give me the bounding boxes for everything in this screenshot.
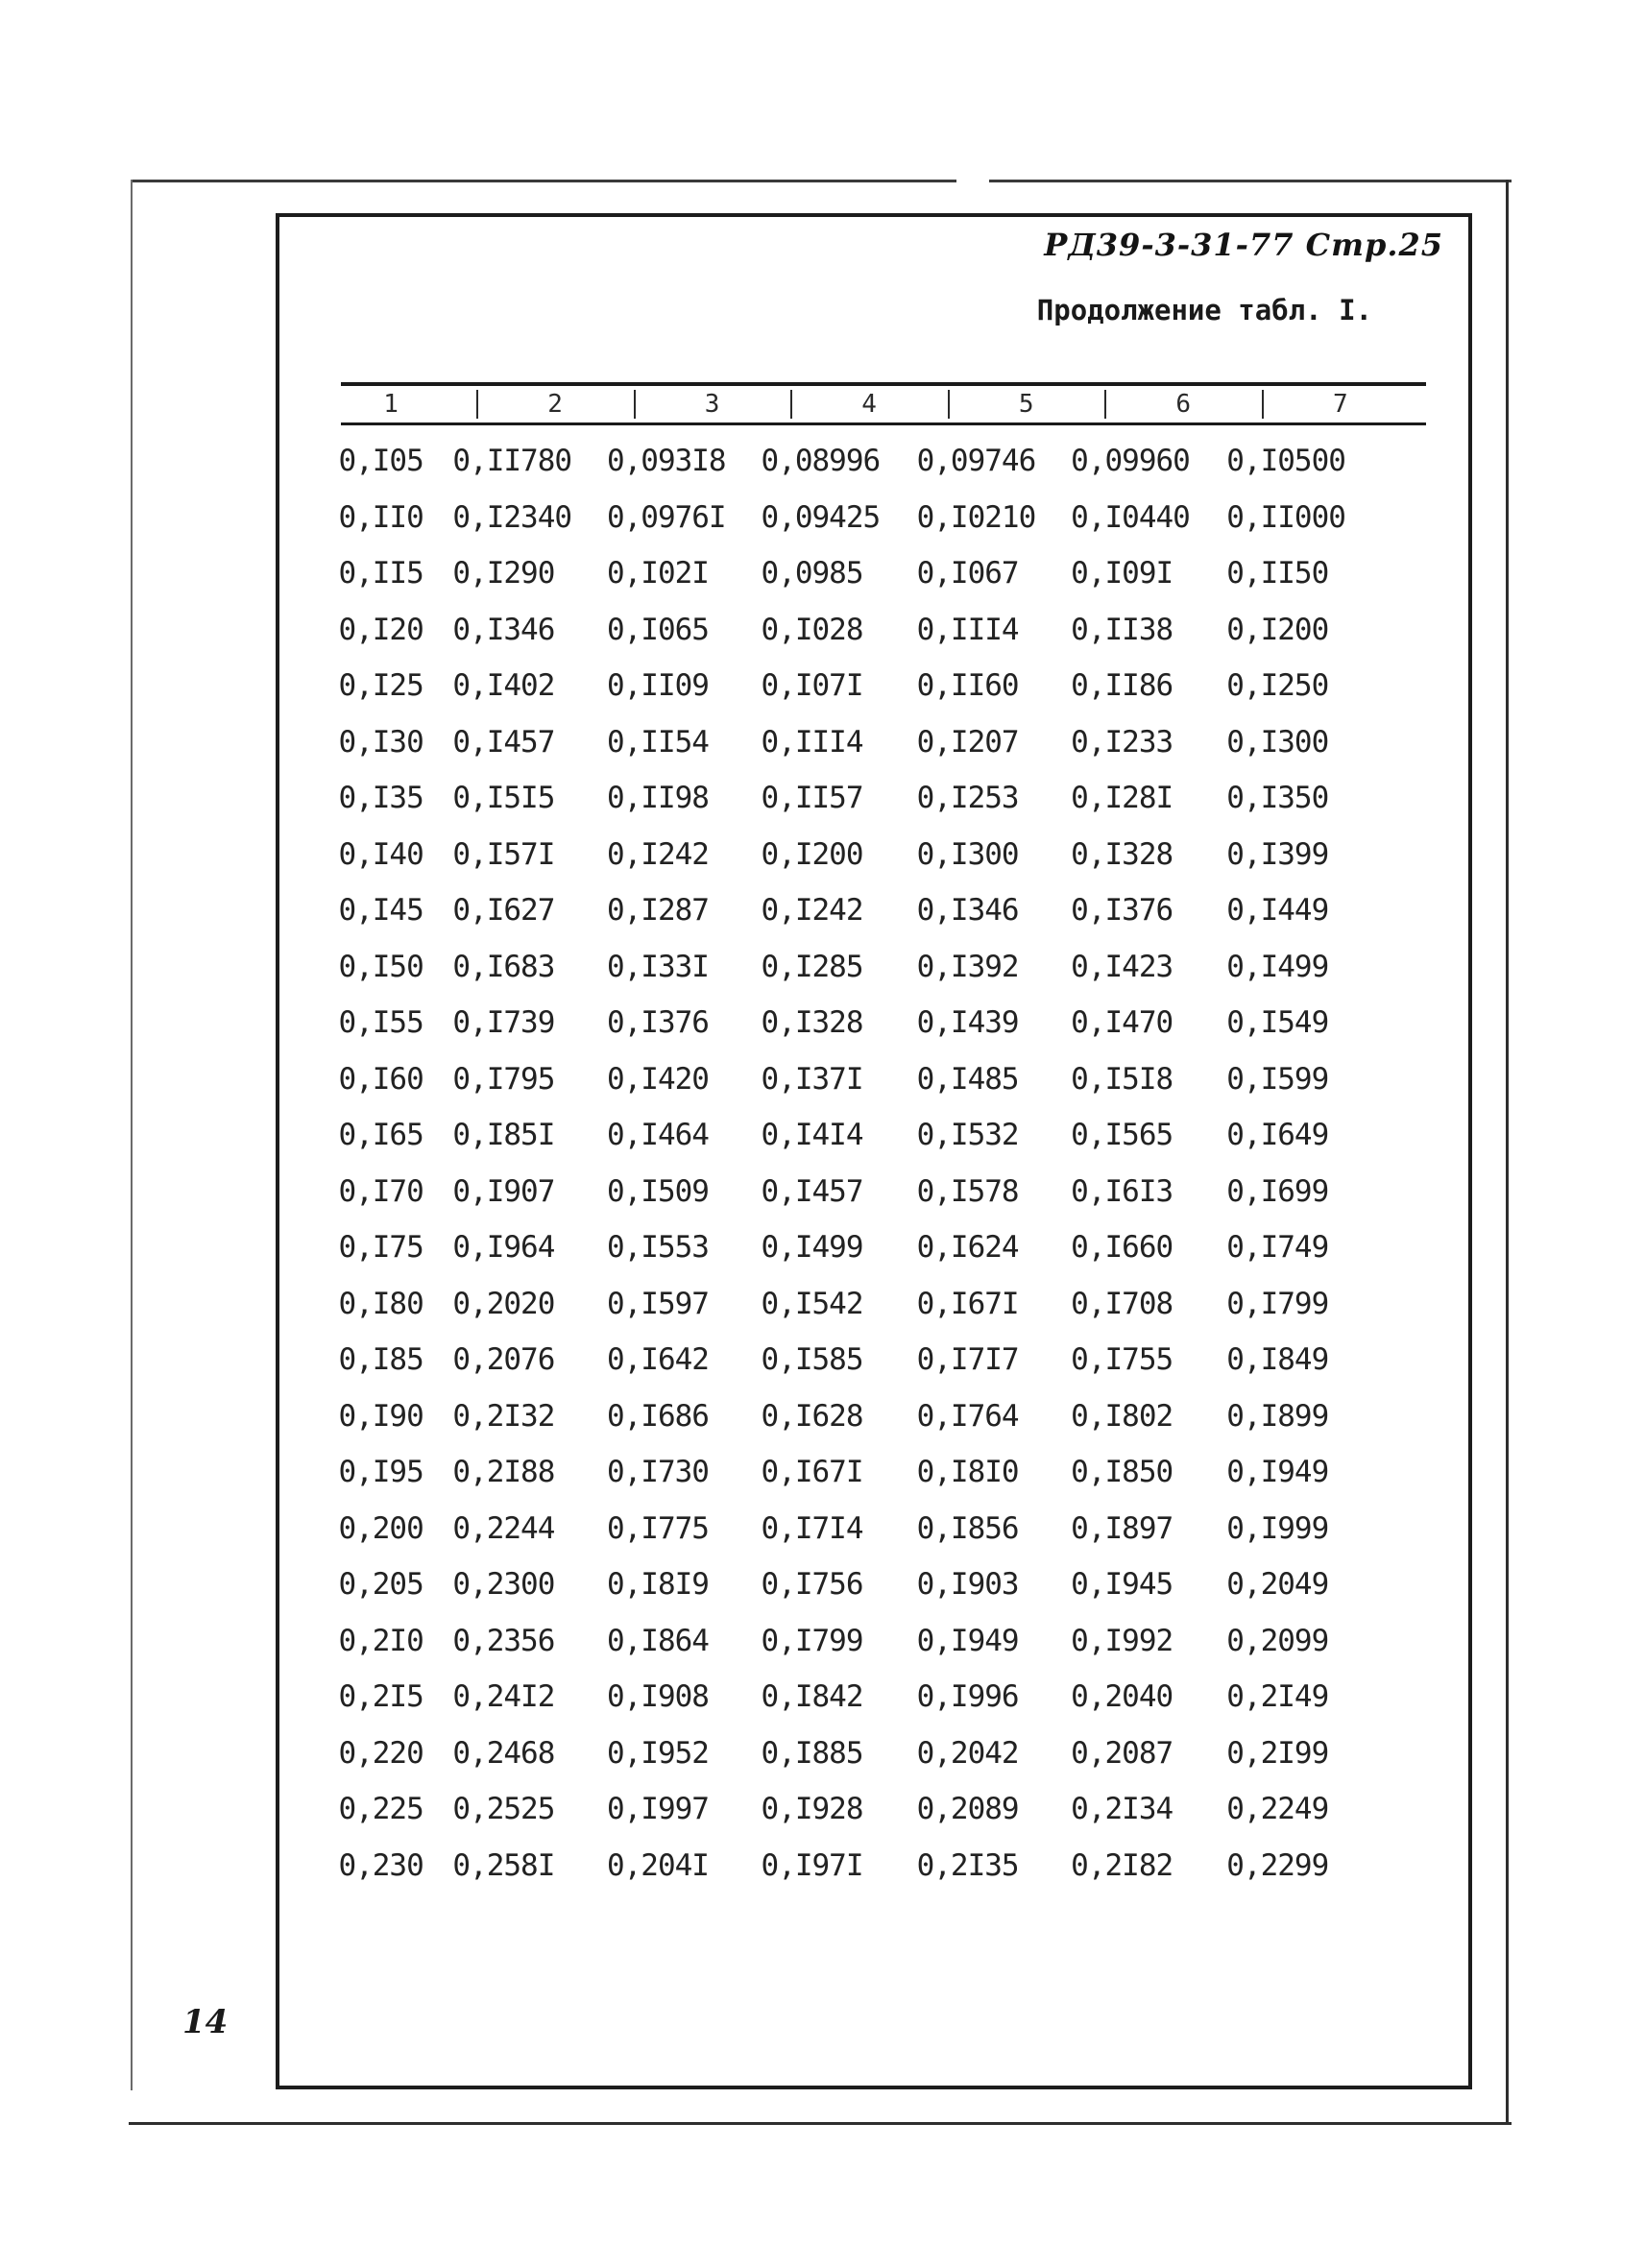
table-cell: 0,I242	[606, 836, 709, 872]
column-header: 2	[547, 390, 563, 419]
table-cell: 0,I40	[338, 836, 423, 872]
table-cell: 0,II000	[1226, 499, 1345, 535]
table-row	[338, 1003, 1426, 1060]
table-cell: 0,I346	[452, 612, 555, 647]
column-separator	[1262, 390, 1264, 419]
table-cell: 0,II5	[338, 556, 423, 591]
table-cell: 0,I20	[338, 612, 423, 647]
table-cell: 0,I28I	[1071, 781, 1173, 815]
table-cell: 0,III4	[916, 612, 1019, 647]
table-cell: 0,I795	[452, 1061, 555, 1097]
table-cell: 0,I499	[1226, 949, 1329, 984]
table-cell: 0,I60	[338, 1061, 423, 1097]
table-cell: 0,I70	[338, 1173, 423, 1209]
table-cell: 0,II38	[1071, 612, 1173, 647]
header-rule-top	[341, 382, 1426, 386]
table-cell: 0,I50	[338, 949, 423, 984]
table-cell: 0,I85I	[452, 1118, 555, 1152]
table-cell: 0,I30	[338, 724, 423, 760]
table-cell: 0,08996	[761, 444, 881, 478]
table-row	[338, 1116, 1426, 1172]
table-cell: 0,I850	[1071, 1455, 1173, 1489]
table-row	[338, 666, 1426, 723]
table-cell: 0,I908	[606, 1679, 709, 1714]
table-cell: 0,I67I	[761, 1455, 863, 1489]
table-cell: 0,I628	[761, 1398, 863, 1434]
table-cell: 0,I80	[338, 1286, 423, 1321]
table-cell: 0,0985	[761, 556, 863, 591]
table-cell: 0,I649	[1226, 1118, 1329, 1152]
table-cell: 0,2244	[452, 1510, 555, 1546]
table-cell: 0,2300	[452, 1567, 555, 1602]
table-cell: 0,2I82	[1071, 1847, 1173, 1883]
table-cell: 0,I392	[916, 949, 1019, 984]
table-cell: 0,I028	[761, 612, 863, 647]
table-row	[338, 1340, 1426, 1397]
sheet-left-border	[131, 180, 133, 2090]
table-cell: 0,24I2	[452, 1679, 555, 1714]
table-cell: 0,230	[338, 1847, 423, 1883]
table-cell: 0,I949	[1226, 1455, 1329, 1489]
table-cell: 0,2356	[452, 1623, 555, 1658]
table-cell: 0,II780	[452, 444, 572, 478]
table-cell: 0,I642	[606, 1342, 709, 1377]
table-row	[338, 1172, 1426, 1229]
table-cell: 0,I565	[1071, 1118, 1173, 1152]
table-cell: 0,2089	[916, 1792, 1019, 1826]
table-row	[338, 1397, 1426, 1454]
table-row	[338, 498, 1426, 555]
table-cell: 0,220	[338, 1735, 423, 1771]
table-cell: 0,I2340	[452, 499, 572, 535]
table-cell: 0,I775	[606, 1510, 709, 1546]
table-cell: 0,I067	[916, 556, 1019, 591]
table-cell: 0,I55	[338, 1005, 423, 1040]
table-cell: 0,I457	[761, 1173, 863, 1209]
table-cell: 0,2249	[1226, 1792, 1329, 1826]
table-cell: 0,II98	[606, 781, 709, 815]
sheet-bottom-border	[129, 2122, 1512, 2125]
table-cell: 0,I65	[338, 1118, 423, 1152]
table-row	[338, 1622, 1426, 1678]
table-cell: 0,I578	[916, 1173, 1019, 1209]
table-cell: 0,I764	[916, 1398, 1019, 1434]
table-row	[338, 554, 1426, 611]
table-row	[338, 1565, 1426, 1622]
table-cell: 0,I549	[1226, 1005, 1329, 1040]
table-cell: 0,II60	[916, 668, 1019, 703]
table-row	[338, 1509, 1426, 1566]
table-cell: 0,2I99	[1226, 1735, 1329, 1771]
table-cell: 0,I376	[606, 1005, 709, 1040]
table-cell: 0,I864	[606, 1623, 709, 1658]
table-cell: 0,I5I5	[452, 781, 555, 815]
table-cell: 0,I423	[1071, 949, 1173, 984]
table-cell: 0,I683	[452, 949, 555, 984]
table-cell: 0,I6I3	[1071, 1173, 1173, 1209]
table-cell: 0,I842	[761, 1679, 863, 1714]
table-cell: 0,I952	[606, 1735, 709, 1771]
table-cell: 0,I449	[1226, 893, 1329, 928]
table-cell: 0,093I8	[606, 444, 726, 478]
table-cell: 0,III4	[761, 724, 863, 760]
table-cell: 0,I37I	[761, 1061, 863, 1097]
table-cell: 0,I285	[761, 949, 863, 984]
table-cell: 0,I999	[1226, 1510, 1329, 1546]
table-row	[338, 1453, 1426, 1509]
table-cell: 0,I250	[1226, 668, 1329, 703]
table-cell: 0,I585	[761, 1342, 863, 1377]
table-cell: 0,II0	[338, 499, 423, 535]
table-cell: 0,2525	[452, 1792, 555, 1826]
table-cell: 0,I470	[1071, 1005, 1173, 1040]
table-cell: 0,09425	[761, 499, 881, 535]
table-cell: 0,I964	[452, 1230, 555, 1265]
table-cell: 0,0976I	[606, 499, 726, 535]
table-cell: 0,I624	[916, 1230, 1019, 1265]
table-cell: 0,225	[338, 1792, 423, 1826]
table-cell: 0,I699	[1226, 1173, 1329, 1209]
table-row	[338, 1060, 1426, 1117]
table-cell: 0,I899	[1226, 1398, 1329, 1434]
table-cell: 0,I346	[916, 893, 1019, 928]
table-row	[338, 1285, 1426, 1341]
table-cell: 0,I290	[452, 556, 555, 591]
column-separator	[948, 390, 950, 419]
table-cell: 0,I903	[916, 1567, 1019, 1602]
table-cell: 0,2I49	[1226, 1679, 1329, 1714]
table-cell: 0,I75	[338, 1230, 423, 1265]
table-row	[338, 1677, 1426, 1734]
table-row	[338, 835, 1426, 892]
table-row	[338, 1734, 1426, 1791]
table-header-row	[341, 388, 1426, 421]
column-header: 6	[1175, 390, 1192, 419]
table-cell: 0,2076	[452, 1342, 555, 1377]
table-cell: 0,I997	[606, 1792, 709, 1826]
table-cell: 0,I499	[761, 1230, 863, 1265]
column-separator	[790, 390, 792, 419]
table-cell: 0,I33I	[606, 949, 709, 984]
table-cell: 0,2020	[452, 1286, 555, 1321]
table-cell: 0,I799	[1226, 1286, 1329, 1321]
table-cell: 0,09960	[1071, 444, 1190, 478]
table-cell: 0,I065	[606, 612, 709, 647]
table-cell: 0,2087	[1071, 1735, 1173, 1771]
table-cell: 0,I7I7	[916, 1342, 1019, 1377]
table-cell: 0,I885	[761, 1735, 863, 1771]
table-row	[338, 779, 1426, 835]
table-cell: 0,2299	[1226, 1847, 1329, 1883]
table-cell: 0,205	[338, 1567, 423, 1602]
table-cell: 0,I509	[606, 1173, 709, 1209]
table-row	[338, 1846, 1426, 1903]
table-cell: 0,I02I	[606, 556, 709, 591]
table-cell: 0,I802	[1071, 1398, 1173, 1434]
table-cell: 0,258I	[452, 1847, 555, 1883]
table-cell: 0,I0500	[1226, 444, 1345, 478]
table-cell: 0,I553	[606, 1230, 709, 1265]
table-cell: 0,I05	[338, 444, 423, 478]
table-row	[338, 611, 1426, 667]
table-cell: 0,I328	[1071, 836, 1173, 872]
table-cell: 0,2099	[1226, 1623, 1329, 1658]
column-header: 4	[861, 390, 877, 419]
column-separator	[476, 390, 478, 419]
table-cell: 0,I7I4	[761, 1510, 863, 1546]
table-row	[338, 891, 1426, 948]
table-cell: 0,I420	[606, 1061, 709, 1097]
table-cell: 0,I350	[1226, 781, 1329, 815]
table-cell: 0,I996	[916, 1679, 1019, 1714]
table-row	[338, 1790, 1426, 1846]
table-cell: 0,I376	[1071, 893, 1173, 928]
table-cell: 0,I09I	[1071, 556, 1173, 591]
table-cell: 0,I0210	[916, 499, 1036, 535]
table-cell: 0,I756	[761, 1567, 863, 1602]
table-cell: 0,I399	[1226, 836, 1329, 872]
column-separator	[634, 390, 636, 419]
table-cell: 0,I85	[338, 1342, 423, 1377]
table-cell: 0,2049	[1226, 1567, 1329, 1602]
table-cell: 0,I749	[1226, 1230, 1329, 1265]
table-row	[338, 1228, 1426, 1285]
table-cell: 0,I200	[761, 836, 863, 872]
page-number: 14	[182, 2003, 229, 2041]
table-cell: 0,I849	[1226, 1342, 1329, 1377]
table-cell: 0,II50	[1226, 556, 1329, 591]
table-cell: 0,I8I9	[606, 1567, 709, 1602]
table-cell: 0,I755	[1071, 1342, 1173, 1377]
table-cell: 0,2I88	[452, 1455, 555, 1489]
table-cell: 0,I856	[916, 1510, 1019, 1546]
sheet-top-border-left	[131, 180, 956, 182]
table-cell: 0,I897	[1071, 1510, 1173, 1546]
table-cell: 0,I0440	[1071, 499, 1190, 535]
table-cell: 0,I660	[1071, 1230, 1173, 1265]
table-cell: 0,I730	[606, 1455, 709, 1489]
table-cell: 0,2I5	[338, 1679, 423, 1714]
table-row	[338, 948, 1426, 1004]
table-cell: 0,I57I	[452, 836, 555, 872]
table-cell: 0,I485	[916, 1061, 1019, 1097]
table-cell: 0,II86	[1071, 668, 1173, 703]
table-cell: 0,I242	[761, 893, 863, 928]
table-cell: 0,I439	[916, 1005, 1019, 1040]
table-cell: 0,2468	[452, 1735, 555, 1771]
table-cell: 0,I287	[606, 893, 709, 928]
sheet-right-border	[1506, 180, 1509, 2124]
table-cell: 0,I97I	[761, 1847, 863, 1883]
table-cell: 0,I8I0	[916, 1455, 1019, 1489]
table-cell: 0,I4I4	[761, 1118, 863, 1152]
table-cell: 0,II54	[606, 724, 709, 760]
table-cell: 0,I233	[1071, 724, 1173, 760]
table-cell: 0,I799	[761, 1623, 863, 1658]
sheet-top-border-right	[989, 180, 1512, 182]
table-cell: 0,I949	[916, 1623, 1019, 1658]
table-cell: 0,I253	[916, 781, 1019, 815]
table-cell: 0,I542	[761, 1286, 863, 1321]
column-separator	[1104, 390, 1106, 419]
table-row	[338, 442, 1426, 498]
table-cell: 0,I686	[606, 1398, 709, 1434]
table-cell: 0,I95	[338, 1455, 423, 1489]
table-cell: 0,2I35	[916, 1847, 1019, 1883]
table-cell: 0,II57	[761, 781, 863, 815]
column-header: 3	[704, 390, 720, 419]
table-cell: 0,I739	[452, 1005, 555, 1040]
table-cell: 0,I708	[1071, 1286, 1173, 1321]
table-cell: 0,2I32	[452, 1398, 555, 1434]
table-cell: 0,I532	[916, 1118, 1019, 1152]
table-cell: 0,I300	[916, 836, 1019, 872]
table-cell: 0,I907	[452, 1173, 555, 1209]
table-cell: 0,I597	[606, 1286, 709, 1321]
table-continuation-label: Продолжение табл. I.	[1036, 294, 1372, 326]
table-cell: 0,I45	[338, 893, 423, 928]
column-header: 1	[383, 390, 399, 419]
table-cell: 0,I464	[606, 1118, 709, 1152]
table-cell: 0,2040	[1071, 1679, 1173, 1714]
table-cell: 0,II09	[606, 668, 709, 703]
table-cell: 0,I200	[1226, 612, 1329, 647]
column-header: 7	[1332, 390, 1348, 419]
table-cell: 0,I599	[1226, 1061, 1329, 1097]
table-cell: 0,I67I	[916, 1286, 1019, 1321]
table-cell: 0,204I	[606, 1847, 709, 1883]
table-cell: 0,2042	[916, 1735, 1019, 1771]
table-cell: 0,I207	[916, 724, 1019, 760]
table-cell: 0,09746	[916, 444, 1036, 478]
table-cell: 0,I5I8	[1071, 1061, 1173, 1097]
table-cell: 0,I328	[761, 1005, 863, 1040]
table-cell: 0,I07I	[761, 668, 863, 703]
header-rule-bottom	[341, 422, 1426, 425]
document-code: РД39-3-31-77 Стр.25	[1044, 227, 1443, 263]
table-cell: 0,I992	[1071, 1623, 1173, 1658]
table-cell: 0,I25	[338, 668, 423, 703]
table-cell: 0,I928	[761, 1792, 863, 1826]
table-cell: 0,2I34	[1071, 1792, 1173, 1826]
table-cell: 0,I457	[452, 724, 555, 760]
table-cell: 0,I945	[1071, 1567, 1173, 1602]
table-cell: 0,I35	[338, 781, 423, 815]
table-cell: 0,200	[338, 1510, 423, 1546]
table-cell: 0,I90	[338, 1398, 423, 1434]
table-row	[338, 723, 1426, 780]
table-cell: 0,I300	[1226, 724, 1329, 760]
table-body	[338, 442, 1426, 1902]
table-cell: 0,2I0	[338, 1623, 423, 1658]
column-header: 5	[1018, 390, 1034, 419]
table-cell: 0,I402	[452, 668, 555, 703]
table-cell: 0,I627	[452, 893, 555, 928]
